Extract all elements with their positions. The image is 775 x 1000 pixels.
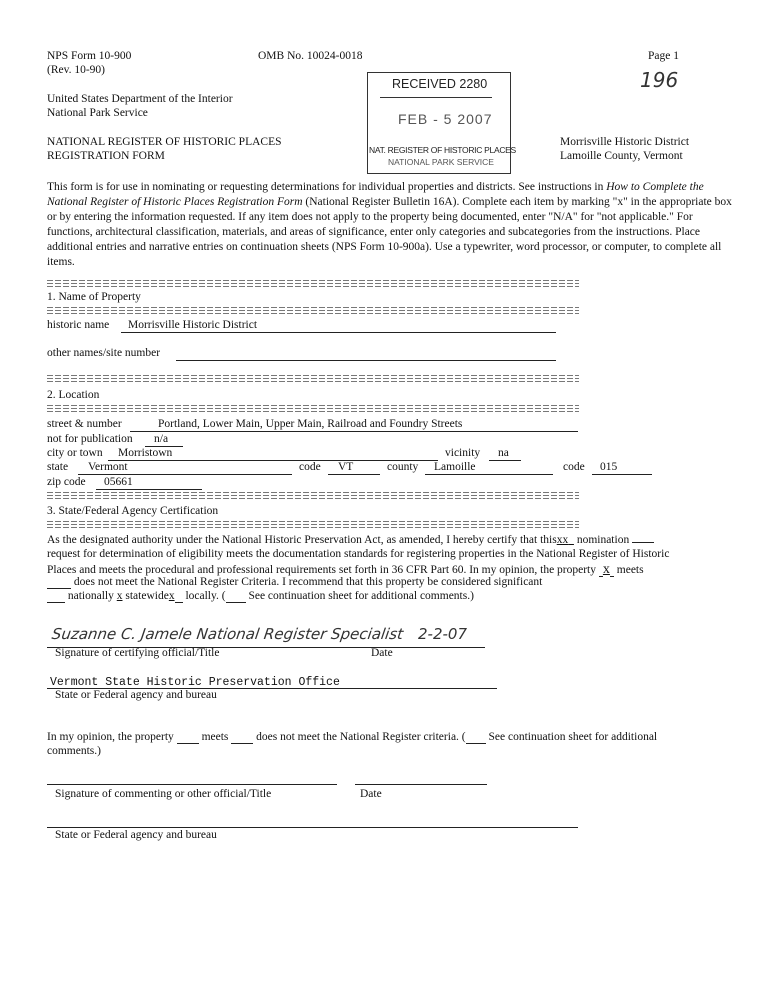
department: United States Department of the Interior (47, 93, 233, 105)
bulletin-title: How to Complete the National Register of Historic Places Registration Form (47, 181, 704, 208)
state-value[interactable]: Vermont (88, 461, 128, 473)
not-for-publication-label: not for publication (47, 433, 133, 445)
comment-signature-label: Signature of commenting or other official/Title (55, 788, 272, 800)
zip-line (96, 489, 202, 490)
historic-name-line (121, 332, 556, 333)
form-number: NPS Form 10-900 (47, 50, 132, 62)
cert-line1: As the designated authority under the National Historic Preservation Act, as amended, I hereby certify that thisxx nomination (47, 534, 654, 546)
historic-name-label: historic name (47, 319, 110, 331)
vicinity-line (489, 460, 521, 461)
page-number: Page 1 (648, 50, 679, 62)
handwritten-date: 2-2-07 (418, 625, 467, 643)
vicinity-value[interactable]: na (498, 447, 509, 459)
form-title-line2: REGISTRATION FORM (47, 150, 165, 162)
state-code-value[interactable]: VT (338, 461, 354, 473)
nomination-mark[interactable]: xx (556, 534, 569, 546)
section-divider (47, 375, 579, 383)
cert-line4: does not meet the National Register Criteria. I recommend that this property be considered significant (47, 576, 542, 589)
stamp-register: NAT. REGISTER OF HISTORIC PLACES (369, 145, 516, 155)
zip-value[interactable]: 05661 (104, 476, 133, 488)
state-code-label: code (299, 461, 321, 473)
received-stamp (367, 72, 516, 174)
county-label: county (387, 461, 419, 473)
county-code-label: code (563, 461, 585, 473)
cert-line3: Places and meets the procedural and professional requirements set forth in 36 CFR Part 60. In my opinion, the property x meets (47, 562, 644, 577)
agency-value[interactable]: Vermont State Historic Preservation Office (50, 676, 340, 689)
section-divider (47, 492, 579, 500)
city-value[interactable]: Morristown (118, 447, 173, 459)
section-divider (47, 405, 579, 413)
street-line (130, 431, 578, 432)
signature-label: Signature of certifying official/Title (55, 647, 220, 659)
county-code-value[interactable]: 015 (600, 461, 618, 473)
other-names-label: other names/site number (47, 347, 161, 359)
stamp-received: RECEIVED 2280 (392, 77, 488, 91)
stamp-date: FEB - 5 2007 (398, 111, 493, 127)
street-label: street & number (47, 418, 122, 430)
agency2-line (47, 827, 578, 828)
section-divider (47, 307, 579, 315)
city-label: city or town (47, 447, 103, 459)
historic-name-value[interactable]: Morrisville Historic District (128, 319, 258, 331)
form-title-line1: NATIONAL REGISTER OF HISTORIC PLACES (47, 136, 282, 148)
stamp-park-service: NATIONAL PARK SERVICE (388, 157, 494, 167)
agency-label: State or Federal agency and bureau (55, 689, 217, 701)
state-line (78, 474, 292, 475)
comment-date-line (355, 784, 487, 785)
section1-heading: 1. Name of Property (47, 291, 141, 303)
district-name: Morrisville Historic District (560, 136, 690, 148)
cert-line2: request for determination of eligibility meets the documentation standards for registering properties in the National Register of Historic (47, 548, 670, 560)
intro-paragraph: This form is for use in nominating or requesting determinations for individual properties and districts. See instructions in How to Complete the National Register of Historic Places Registration Form (National Register Bulletin 16A). Complete each item by marking "x" in the appropriate box or by entering the information requested. If any item does not apply to the property being documented, enter "N/A" for "not applicable." For functions, architectural classification, materials, and areas of significance, enter only categories and subcategories from the instructions. Place additional entries and narrative entries on continuation sheets (NPS Form 10-900a). Use a typewriter, word processor, or computer, to complete all items. (47, 181, 732, 268)
county-state: Lamoille County, Vermont (560, 150, 683, 162)
omb-number: OMB No. 10024-0018 (258, 50, 363, 62)
state-code-line (328, 474, 380, 475)
not-for-publication-value[interactable]: n/a (154, 433, 169, 445)
county-code-line (592, 474, 652, 475)
county-value[interactable]: Lamoille (434, 461, 476, 473)
section3-heading: 3. State/Federal Agency Certification (47, 505, 219, 517)
vicinity-label: vicinity (445, 447, 481, 459)
section-divider (47, 521, 579, 529)
stamp-divider (380, 97, 492, 98)
meets-mark[interactable]: x (602, 562, 610, 577)
locally-mark[interactable]: x (168, 590, 175, 602)
comment-signature-line (47, 784, 337, 785)
handwritten-signature: Suzanne C. Jamele National Register Specialist (50, 625, 405, 643)
form-revision: (Rev. 10-90) (47, 64, 106, 76)
state-label: state (47, 461, 69, 473)
page-annotation: 196 (640, 68, 679, 92)
date-label: Date (371, 647, 393, 659)
section2-heading: 2. Location (47, 389, 100, 401)
cert-line5: nationally x statewidex locally. ( See continuation sheet for additional comments.) (47, 590, 474, 603)
agency-service: National Park Service (47, 107, 148, 119)
comment-date-label: Date (360, 788, 382, 800)
opinion-line1: In my opinion, the property meets does not meet the National Register criteria. ( See continuation sheet for additional (47, 731, 658, 743)
opinion-line2: comments.) (47, 745, 101, 757)
other-names-line (176, 360, 556, 361)
statewide-mark[interactable]: x (116, 590, 123, 602)
section-divider (47, 280, 579, 288)
agency2-label: State or Federal agency and bureau (55, 829, 217, 841)
county-line (425, 474, 553, 475)
street-value[interactable]: Portland, Lower Main, Upper Main, Railroad and Foundry Streets (158, 418, 463, 430)
zip-label: zip code (47, 476, 86, 488)
